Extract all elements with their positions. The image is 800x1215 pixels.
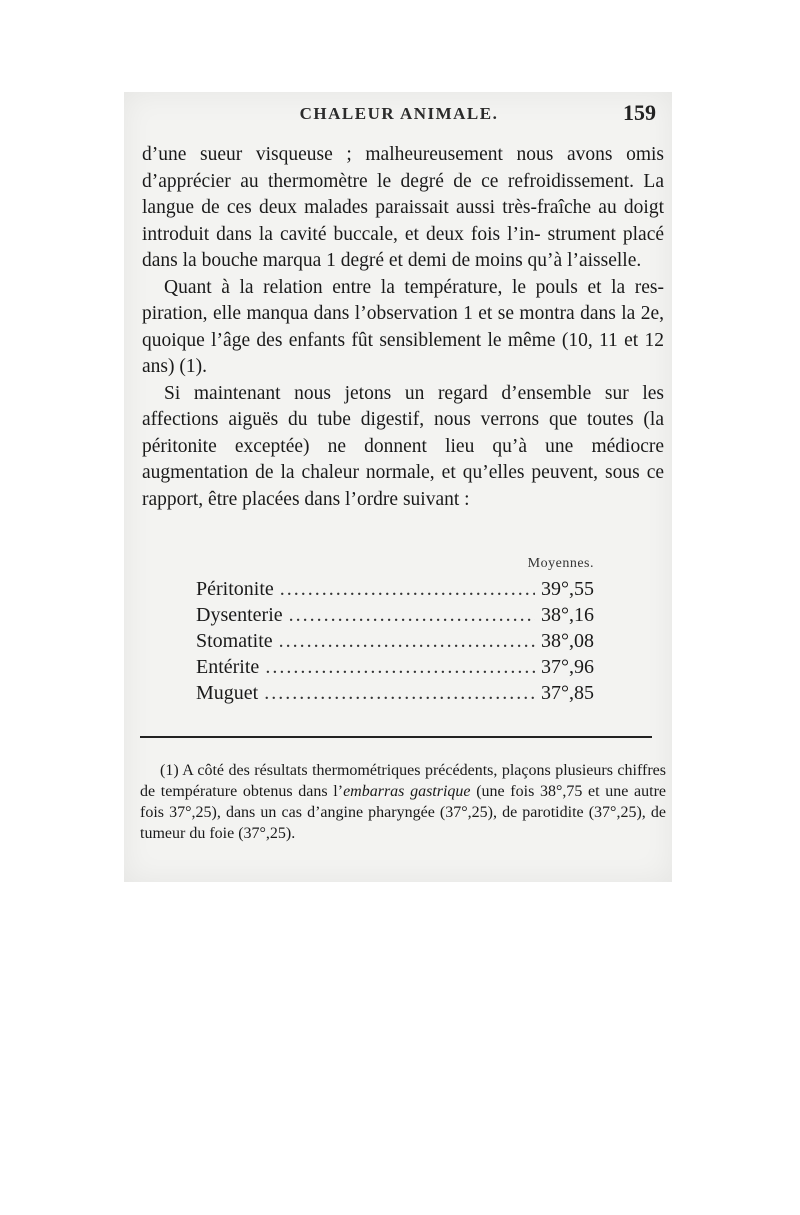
page-number: 159 — [623, 100, 656, 125]
footnote — [140, 760, 666, 844]
table-row — [196, 656, 594, 682]
leader-dots — [279, 630, 535, 653]
table-row — [196, 604, 594, 630]
row-label: Entérite — [196, 656, 260, 678]
table-row — [196, 578, 594, 604]
table-column-header: Moyennes. — [527, 556, 594, 571]
footnote-text: (1) A côté des résultats thermométriques précédents, plaçons plusieurs chiffres de température obtenus dans l’embarras gastrique (une fois 38°,75 et une autre fois 37°,25), dans un cas d’angine pharyngée (37°,25), de parotidite (37°,25), de tumeur du foie (37°,25). — [140, 762, 666, 842]
row-value: 37°,96 — [541, 656, 594, 678]
leader-dots — [264, 682, 535, 705]
row-label: Péritonite — [196, 578, 274, 600]
row-label: Dysenterie — [196, 604, 283, 626]
leader-dots — [280, 578, 535, 601]
paragraph-3: Si maintenant nous jetons un regard d’ensemble sur les affections aiguës du tube digestif, nous verrons que toutes (la péritonite exceptée) ne donnent lieu qu’à une médiocre augmentation de la chaleur normale, et qu’elles peuvent, sous ce rapport, être placées dans l’ordre suivant : — [142, 382, 664, 510]
row-value: 37°,85 — [541, 682, 594, 704]
paragraph-2: Quant à la relation entre la température, le pouls et la res- piration, elle manqua dans l’observation 1 et se montra dans la 2e, quoique l’âge des enfants fût sensiblement le même (10, 11 et 12 ans) (1). — [142, 276, 665, 377]
averages-table — [196, 556, 594, 708]
running-title: CHALEUR ANIMALE. — [299, 104, 499, 123]
table-row — [196, 630, 594, 656]
row-label: Stomatite — [196, 630, 273, 652]
table-row — [196, 682, 594, 708]
row-value: 38°,08 — [541, 630, 594, 652]
footnote-italic: embarras gastrique — [343, 783, 471, 800]
paragraph-1: d’une sueur visqueuse ; malheureusement nous avons omis d’apprécier au thermomètre le degré de ce refroidissement. La langue de ces deux malades paraissait aussi très-fraîche au doigt introduit dans la cavité buccale, et deux fois l’in- strument placé dans la bouche marqua 1 degré et demi de moins qu’à l’aisselle. — [142, 144, 665, 271]
page-header — [140, 100, 658, 132]
row-label: Muguet — [196, 682, 259, 704]
row-value: 38°,16 — [541, 604, 594, 626]
leader-dots — [289, 604, 535, 627]
row-value: 39°,55 — [541, 578, 594, 600]
leader-dots — [265, 656, 535, 679]
body-text — [142, 142, 664, 513]
footnote-separator — [140, 736, 652, 738]
